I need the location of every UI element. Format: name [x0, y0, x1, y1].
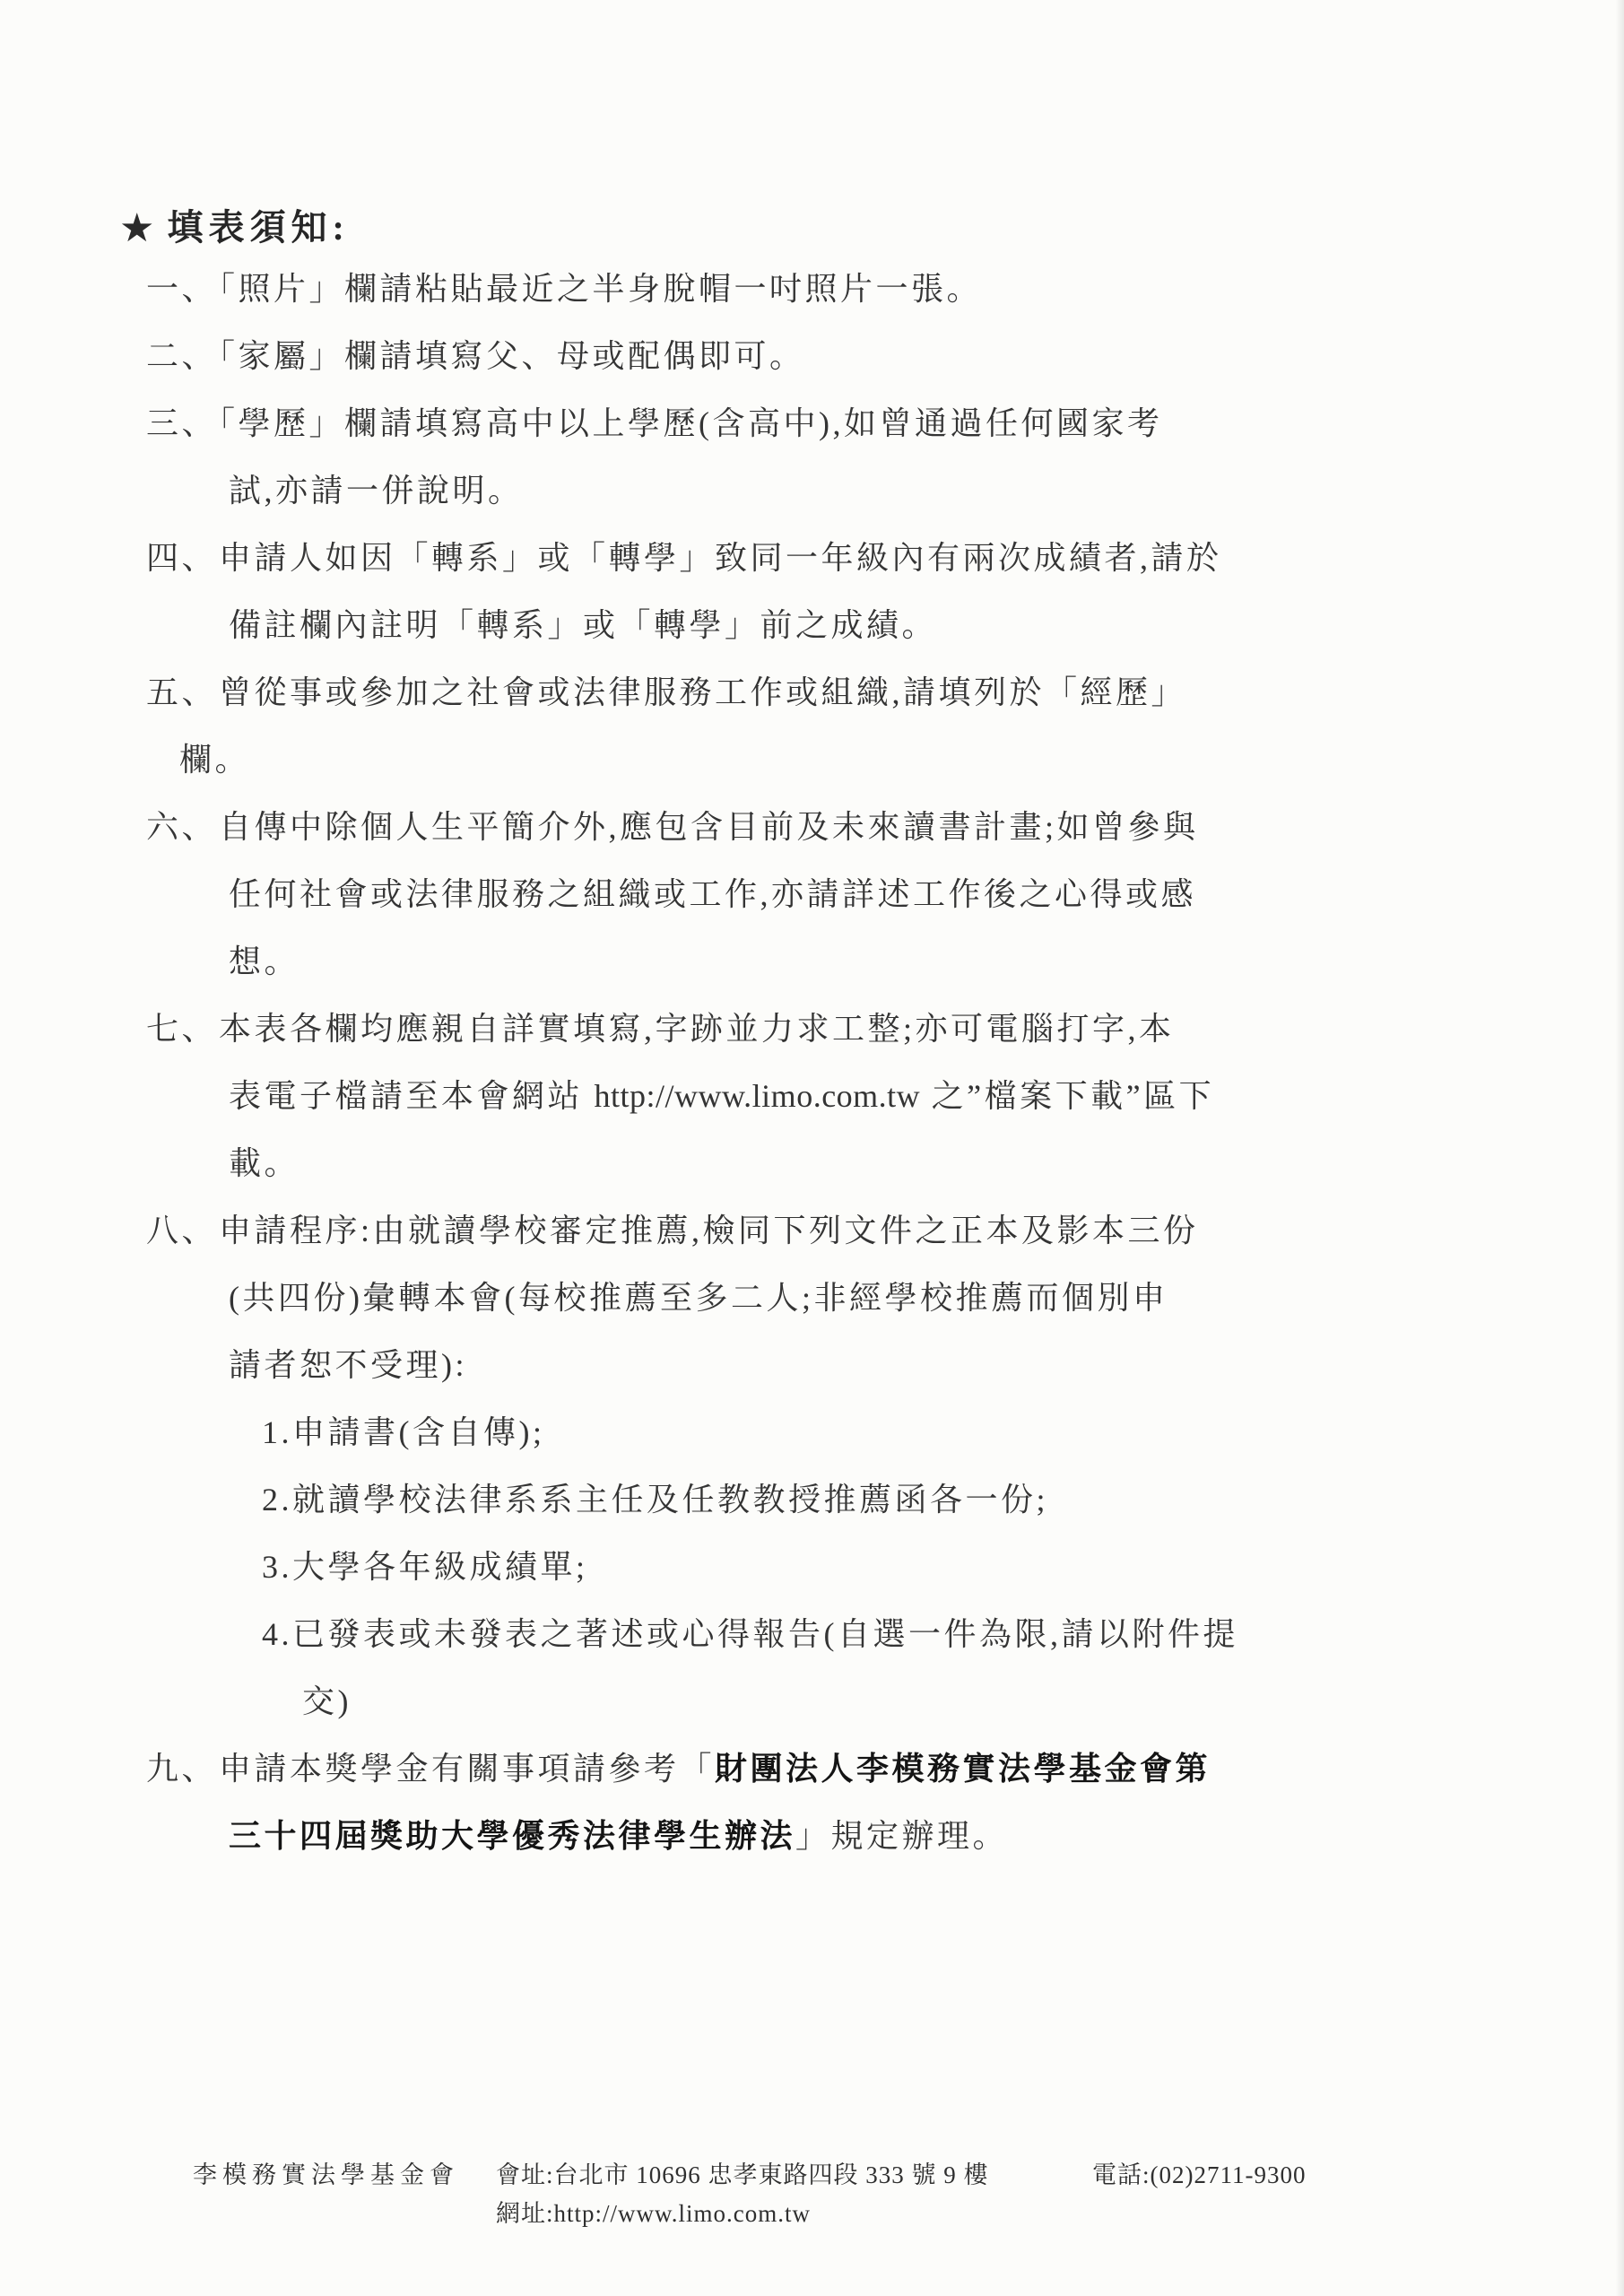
item-number: 七、 — [146, 1011, 218, 1047]
line-text: 「學歷」欄請填寫高中以上學歷(含高中),如曾通過任何國家考 — [219, 405, 1163, 441]
footer-organization-name: 李模務實法學基金會 — [193, 2161, 459, 2188]
notice-item-4-line-2 — [229, 605, 937, 645]
item-number: 三、 — [146, 405, 218, 441]
page-title-text: 填表須知: — [167, 207, 350, 248]
regulation-title-part-1: 財團法人李模務實法學基金會第 — [715, 1751, 1211, 1787]
line-text: 1.申請書(含自傳); — [262, 1414, 545, 1450]
item-number: 六、 — [146, 809, 218, 845]
line-text: 請者恕不受理): — [229, 1347, 467, 1383]
notice-item-8-sub-2 — [262, 1480, 1048, 1519]
notice-item-8-sub-4-line-2 — [302, 1682, 352, 1721]
notice-item-7-line-1 — [146, 1009, 1175, 1048]
notice-item-6-line-2 — [229, 874, 1196, 914]
scan-edge-shading — [1615, 0, 1624, 2296]
footer-address: 會址:台北市 10696 忠孝東路四段 333 號 9 樓 — [496, 2161, 989, 2188]
line-text: (共四份)彙轉本會(每校推薦至多二人;非經學校推薦而個別申 — [229, 1280, 1168, 1316]
notice-item-3-line-1 — [146, 404, 1163, 443]
line-text: 自傳中除個人生平簡介外,應包含目前及未來讀書計畫;如曾參與 — [219, 809, 1199, 845]
item-number: 八、 — [146, 1213, 218, 1248]
line-text: 想。 — [229, 944, 300, 979]
item-number: 一、 — [146, 271, 218, 307]
line-text: 試,亦請一併說明。 — [229, 473, 524, 509]
line-text: 申請程序:由就讀學校審定推薦,檢同下列文件之正本及影本三份 — [219, 1213, 1199, 1248]
notice-item-8-sub-3 — [262, 1547, 588, 1587]
line-text: 任何社會或法律服務之組織或工作,亦請詳述工作後之心得或感 — [229, 876, 1197, 912]
notice-item-6-line-3 — [229, 942, 300, 981]
footer-website: 網址:http://www.limo.com.tw — [496, 2200, 811, 2227]
line-text: 曾從事或參加之社會或法律服務工作或組織,請填列於「經歷」 — [219, 674, 1187, 710]
notice-item-6-line-1 — [146, 807, 1199, 847]
item-number: 五、 — [146, 674, 218, 710]
notice-item-9-line-2 — [229, 1816, 1008, 1856]
line-text: 載。 — [229, 1145, 300, 1181]
item-number: 九、 — [146, 1751, 218, 1787]
notice-item-8-sub-4-line-1 — [262, 1614, 1238, 1654]
line-text: 」規定辦理。 — [795, 1818, 1009, 1854]
notice-item-2-line-1 — [146, 336, 805, 376]
notice-item-8-line-2 — [229, 1278, 1168, 1318]
star-icon: ★ — [119, 206, 155, 250]
item-number: 二、 — [146, 338, 218, 374]
notice-item-5-line-1 — [146, 673, 1186, 712]
line-text: 4.已發表或未發表之著述或心得報告(自選一件為限,請以附件提 — [262, 1616, 1238, 1652]
page-title — [119, 199, 350, 251]
line-text: 交) — [302, 1683, 352, 1719]
notice-item-8-sub-1 — [262, 1413, 544, 1452]
regulation-title-part-2: 三十四屆獎助大學優秀法律學生辦法 — [229, 1818, 796, 1854]
notice-item-3-line-2 — [229, 471, 524, 510]
line-text: 「家屬」欄請填寫父、母或配偶即可。 — [219, 338, 805, 374]
line-text: 欄。 — [179, 742, 251, 778]
notice-item-8-line-3 — [229, 1345, 467, 1385]
line-text: 3.大學各年級成績單; — [262, 1549, 588, 1585]
notice-item-1-line-1 — [146, 269, 982, 309]
line-text: 備註欄內註明「轉系」或「轉學」前之成績。 — [229, 607, 938, 643]
notice-item-8-line-1 — [146, 1211, 1199, 1250]
line-text: 本表各欄均應親自詳實填寫,字跡並力求工整;亦可電腦打字,本 — [219, 1011, 1175, 1047]
notice-item-9-line-1 — [146, 1749, 1211, 1788]
line-text: 申請本獎學金有關事項請參考「 — [219, 1751, 716, 1787]
notice-item-4-line-1 — [146, 538, 1222, 578]
footer-phone: 電話:(02)2711-9300 — [1092, 2161, 1307, 2188]
item-number: 四、 — [146, 540, 218, 576]
line-text: 表電子檔請至本會網站 — [229, 1078, 595, 1114]
line-text: 之”檔案下載”區下 — [920, 1078, 1215, 1114]
website-url-text: http://www.limo.com.tw — [594, 1078, 921, 1114]
line-text: 「照片」欄請粘貼最近之半身脫帽一吋照片一張。 — [219, 271, 983, 307]
notice-item-7-line-2 — [229, 1076, 1214, 1116]
notice-item-7-line-3 — [229, 1144, 300, 1183]
notice-item-5-line-2 — [179, 740, 250, 779]
line-text: 2.就讀學校法律系系主任及任教教授推薦函各一份; — [262, 1482, 1049, 1518]
line-text: 申請人如因「轉系」或「轉學」致同一年級內有兩次成績者,請於 — [219, 540, 1222, 576]
